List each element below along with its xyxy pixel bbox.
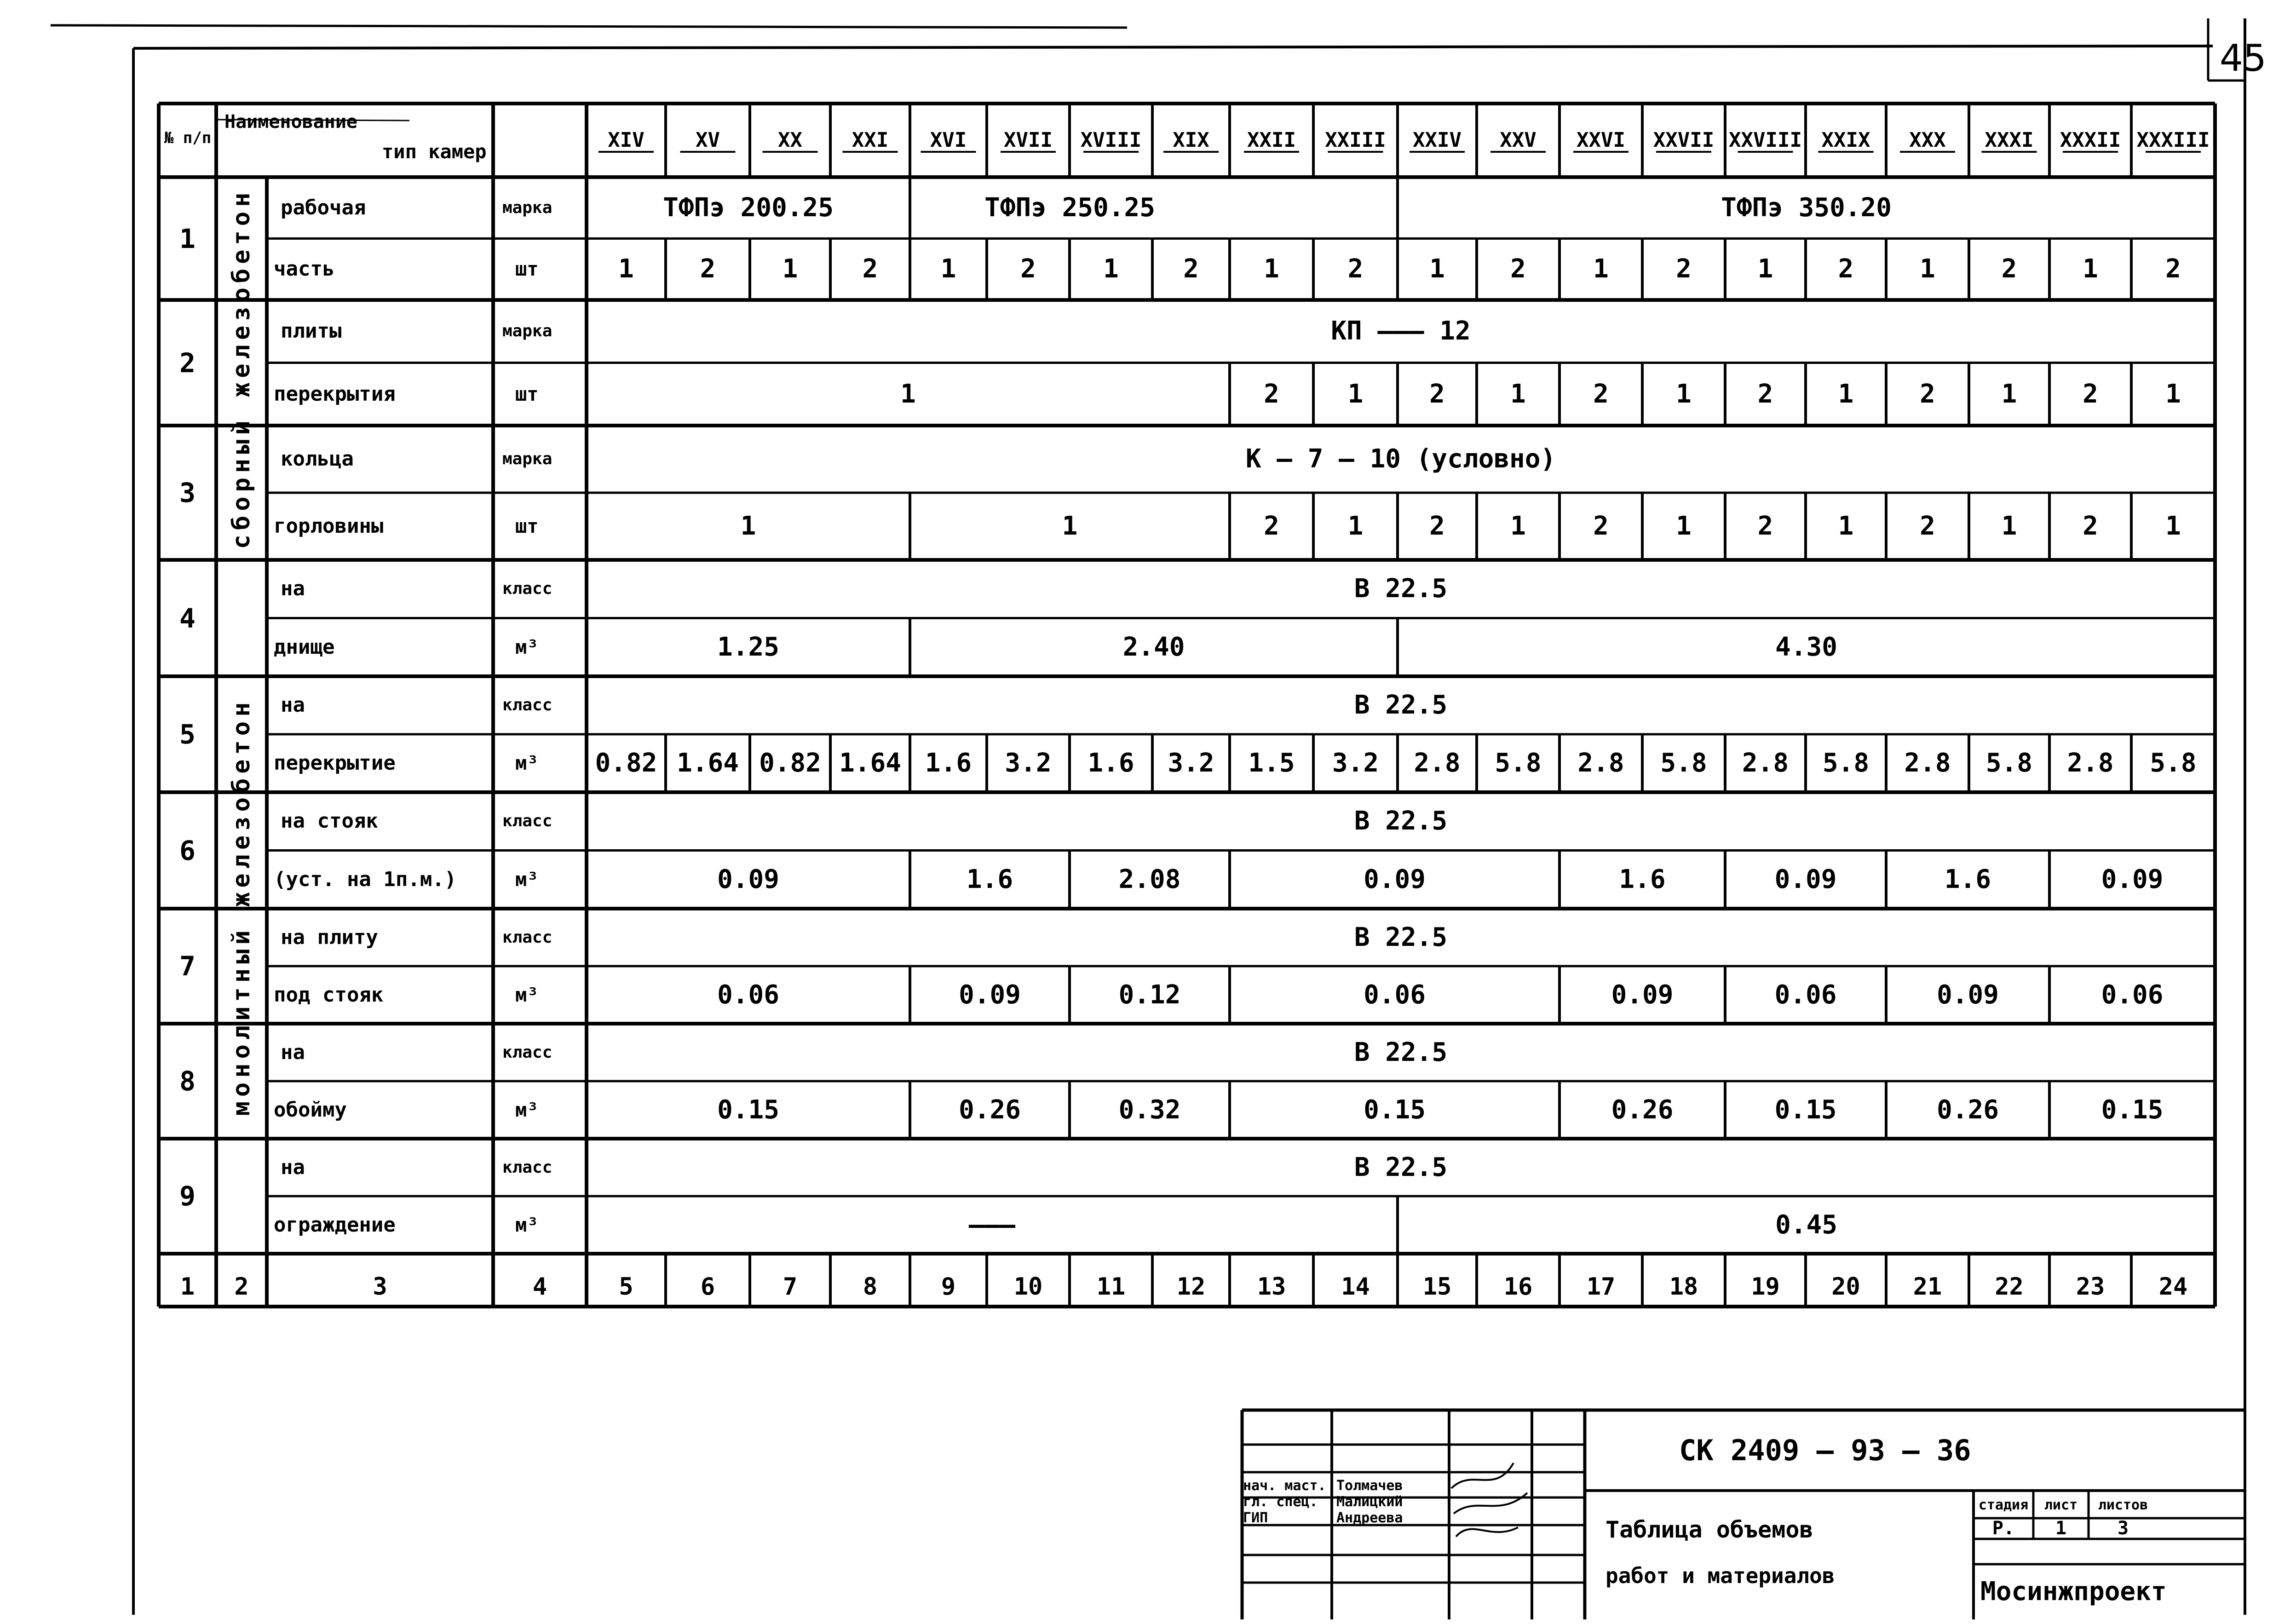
quantity-value: 1.25 [717, 632, 779, 662]
column-number: 15 [1422, 1273, 1452, 1301]
mark-value: ТФПэ 200.25 [663, 192, 834, 223]
quantity-value: 2 [1838, 254, 1854, 284]
quantity-value: 1 [1593, 254, 1609, 284]
row-number: 4 [179, 602, 196, 634]
quantity-value: 2 [1676, 254, 1692, 284]
row-unit: шт [515, 515, 539, 537]
name-header: Наименование [224, 111, 357, 132]
stamp-title-1: Таблица объемов [1605, 1516, 1813, 1543]
mark-value: В 22.5 [1354, 690, 1448, 720]
document-code: СК 2409 – 93 – 36 [1679, 1434, 1971, 1467]
quantity-value: 2 [1183, 254, 1199, 284]
row-name: плиты [281, 319, 342, 343]
row-unit: класс [502, 579, 552, 599]
quantity-value: 2 [2001, 254, 2017, 284]
quantity-value: 0.09 [1937, 979, 1999, 1010]
quantity-value: 1 [1757, 254, 1773, 284]
sheets-value: 3 [2117, 1518, 2129, 1539]
cam-type-label: XXI [852, 128, 889, 152]
quantity-value: 3.2 [1168, 748, 1214, 778]
quantity-value: ——— [968, 1209, 1016, 1240]
quantity-value: 2 [2083, 379, 2098, 409]
column-number: 21 [1913, 1273, 1942, 1301]
column-number: 5 [619, 1273, 633, 1301]
quantity-value: 1.6 [966, 864, 1013, 894]
row-name: обойму [274, 1098, 347, 1122]
quantity-value: 2 [700, 254, 716, 284]
quantity-value: 1 [1510, 379, 1526, 409]
column-number: 7 [783, 1273, 798, 1301]
stage-value: Р. [1992, 1518, 2015, 1539]
row-unit: м³ [515, 1098, 539, 1121]
row-name: днище [274, 635, 335, 659]
cam-type-label: XXXII [2060, 128, 2121, 152]
quantity-value: 0.06 [717, 979, 779, 1010]
cam-type-label: XIV [608, 128, 644, 152]
sheet-value: 1 [2055, 1518, 2067, 1539]
person-name: Толмачев [1336, 1478, 1403, 1494]
stage-label: стадия [1978, 1497, 2029, 1513]
row-number: 2 [179, 347, 196, 379]
cam-type-label: XXVII [1653, 128, 1715, 152]
quantity-value: 2.8 [1577, 748, 1624, 778]
sheets-label: листов [2098, 1497, 2148, 1513]
row-unit: марка [502, 322, 552, 341]
row-name: перекрытия [274, 382, 396, 406]
row-name: горловины [274, 514, 384, 538]
column-number: 12 [1176, 1273, 1206, 1301]
quantity-value: 1 [2001, 511, 2017, 541]
row-name: ограждение [274, 1213, 396, 1237]
column-number: 16 [1503, 1273, 1533, 1301]
cam-type-label: XIX [1173, 128, 1209, 152]
quantity-value: 0.15 [1774, 1094, 1837, 1125]
row-unit: шт [515, 258, 539, 281]
quantity-value: 5.8 [1985, 748, 2033, 778]
mark-value: ТФПэ 350.20 [1721, 192, 1892, 223]
grid-line [133, 46, 2213, 48]
page-number: 45 [2220, 37, 2267, 80]
column-number: 18 [1669, 1273, 1698, 1301]
row-number: 1 [179, 223, 196, 254]
column-number: 3 [373, 1273, 387, 1301]
mark-value: В 22.5 [1354, 806, 1448, 836]
column-number: 22 [1995, 1273, 2024, 1301]
quantity-value: 1 [1429, 254, 1445, 284]
quantity-value: 1 [900, 379, 916, 409]
quantity-value: 2.08 [1118, 864, 1181, 894]
row-unit: м³ [515, 635, 539, 658]
quantity-value: 2 [1429, 379, 1445, 409]
quantity-value: 2 [1920, 511, 1935, 541]
row-name: кольца [281, 447, 354, 471]
row-unit: марка [502, 449, 552, 468]
quantity-value: 2 [1429, 511, 1445, 541]
cam-type-label: XXIII [1325, 128, 1386, 152]
quantity-value: 1 [1838, 379, 1854, 409]
quantity-value: 2 [1264, 511, 1279, 541]
quantity-value: 5.8 [1495, 748, 1542, 778]
quantity-value: 0.06 [1774, 979, 1837, 1010]
column-number: 8 [863, 1273, 878, 1301]
quantity-value: 2.8 [1904, 748, 1951, 778]
column-number: 11 [1096, 1273, 1126, 1301]
mark-value: КП ——— 12 [1331, 316, 1471, 346]
quantity-value: 0.06 [1364, 979, 1426, 1010]
mark-value: В 22.5 [1354, 574, 1448, 604]
quantity-value: 1 [1920, 254, 1935, 284]
mark-value: ТФПэ 250.25 [984, 192, 1155, 223]
row-unit: шт [515, 382, 539, 405]
quantity-value: 0.09 [1611, 979, 1674, 1010]
quantity-value: 5.8 [1822, 748, 1870, 778]
sheet-label: лист [2044, 1497, 2078, 1513]
quantity-value: 0.06 [2101, 979, 2164, 1010]
quantity-value: 1.6 [925, 748, 972, 778]
quantity-value: 0.26 [1611, 1094, 1674, 1125]
quantity-value: 3.2 [1005, 748, 1052, 778]
quantity-value: 1.6 [1619, 864, 1666, 894]
row-unit: марка [502, 198, 552, 217]
quantity-value: 0.09 [1774, 864, 1837, 894]
quantity-value: 2.8 [1742, 748, 1789, 778]
row-unit: м³ [515, 752, 539, 774]
row-unit: класс [502, 1042, 552, 1062]
quantity-value: 1.64 [839, 748, 901, 778]
column-number: 13 [1257, 1273, 1286, 1301]
quantity-value: 0.09 [959, 979, 1021, 1010]
column-number: 20 [1831, 1273, 1860, 1301]
group-monolithic: монолитный железобетон [228, 697, 255, 1116]
quantity-value: 0.45 [1775, 1209, 1837, 1240]
quantity-value: 1 [782, 254, 798, 284]
quantity-value: 0.09 [1364, 864, 1426, 894]
row-name: перекрытие [274, 751, 396, 775]
quantity-value: 1 [1347, 511, 1364, 541]
quantity-value: 2 [1510, 254, 1526, 284]
cam-type-label: XXX [1909, 128, 1946, 152]
row-name: рабочая [281, 196, 366, 219]
grid-line [51, 25, 1127, 28]
mark-value: В 22.5 [1354, 1037, 1448, 1067]
quantity-value: 1.5 [1248, 748, 1295, 778]
quantity-value: 1 [1510, 511, 1526, 541]
quantity-value: 1 [2165, 379, 2181, 409]
row-name: на [281, 693, 305, 717]
quantity-value: 0.15 [2101, 1094, 2164, 1125]
row-unit: м³ [515, 868, 539, 891]
quantity-value: 0.12 [1118, 979, 1181, 1010]
quantity-value: 1 [1062, 511, 1078, 541]
quantity-value: 1 [2165, 511, 2181, 541]
quantity-value: 0.15 [717, 1094, 779, 1125]
quantity-value: 1 [1347, 379, 1364, 409]
row-number: 8 [179, 1065, 196, 1097]
stamp-title-2: работ и материалов [1605, 1563, 1835, 1588]
num-header: № п/п [164, 129, 212, 147]
quantity-value: 4.30 [1775, 632, 1837, 662]
quantity-value: 1 [2083, 254, 2098, 284]
column-number: 4 [532, 1273, 547, 1301]
quantity-value: 0.26 [1937, 1094, 1999, 1125]
cam-type-label: XXVIII [1729, 128, 1802, 152]
row-number: 7 [179, 950, 196, 982]
quantity-value: 1 [740, 511, 756, 541]
quantity-value: 2 [1264, 379, 1279, 409]
quantity-value: 0.09 [717, 864, 779, 894]
person-name: Малицкий [1336, 1494, 1403, 1510]
column-number: 2 [234, 1273, 249, 1301]
quantity-value: 1.6 [1944, 864, 1991, 894]
column-number: 1 [180, 1273, 195, 1301]
quantity-value: 2.8 [2067, 748, 2114, 778]
quantity-value: 1 [1676, 379, 1692, 409]
cam-type-label: XXV [1500, 128, 1536, 152]
organization: Мосинжпроект [1980, 1577, 2167, 1607]
person-name: Андреева [1336, 1510, 1403, 1526]
row-unit: класс [502, 1158, 552, 1177]
row-unit: класс [502, 927, 552, 947]
cam-type-label: XXVI [1577, 128, 1625, 152]
quantity-value: 1 [1676, 511, 1692, 541]
quantity-value: 2 [2165, 254, 2181, 284]
cam-type-label: XXIX [1821, 128, 1870, 152]
column-number: 24 [2158, 1273, 2188, 1301]
cam-type-label: XXIV [1413, 128, 1462, 152]
quantity-value: 0.82 [595, 748, 657, 778]
quantity-value: 1 [618, 254, 634, 284]
type-header: тип камер [382, 140, 487, 163]
quantity-value: 5.8 [2150, 748, 2197, 778]
column-number: 23 [2076, 1273, 2105, 1301]
cam-type-label: XV [696, 128, 720, 152]
person-role: нач. маст. [1243, 1478, 1326, 1494]
quantity-value: 2 [1920, 379, 1935, 409]
column-number: 17 [1586, 1273, 1616, 1301]
quantity-value: 2 [1020, 254, 1036, 284]
quantity-value: 0.32 [1118, 1094, 1181, 1125]
mark-value: К — 7 — 10 (условно) [1245, 444, 1556, 474]
row-name: (уст. на 1п.м.) [274, 867, 457, 891]
row-name: на [281, 1040, 305, 1064]
row-name: на стояк [281, 809, 378, 833]
quantity-value: 1 [1838, 511, 1854, 541]
row-unit: м³ [515, 983, 539, 1006]
row-name: часть [274, 257, 335, 281]
row-name: на [281, 577, 305, 601]
column-number: 9 [941, 1273, 956, 1301]
quantity-value: 1.64 [677, 748, 739, 778]
column-number: 10 [1013, 1273, 1043, 1301]
row-unit: класс [502, 812, 552, 831]
quantity-value: 2 [1757, 379, 1773, 409]
cam-type-label: XVI [930, 128, 967, 152]
quantity-value: 0.26 [959, 1094, 1021, 1125]
quantity-value: 0.82 [759, 748, 821, 778]
quantity-value: 0.15 [1364, 1094, 1426, 1125]
quantity-value: 1 [1103, 254, 1119, 284]
row-name: под стояк [274, 983, 384, 1007]
column-number: 19 [1751, 1273, 1780, 1301]
row-number: 5 [179, 719, 196, 750]
mark-value: В 22.5 [1354, 1152, 1448, 1182]
row-number: 9 [179, 1181, 196, 1212]
person-role: ГИП [1243, 1510, 1268, 1526]
quantity-value: 1 [940, 254, 956, 284]
row-unit: м³ [515, 1213, 539, 1236]
row-number: 3 [179, 477, 196, 508]
mark-value: В 22.5 [1354, 922, 1448, 952]
quantity-value: 5.8 [1660, 748, 1707, 778]
quantity-value: 2 [862, 254, 878, 284]
group-precast: сборный железобетон [228, 188, 255, 549]
quantity-value: 1 [1264, 254, 1279, 284]
row-unit: класс [502, 696, 552, 714]
row-name: на плиту [281, 925, 378, 949]
quantity-value: 2 [1593, 511, 1609, 541]
quantity-value: 2.40 [1122, 632, 1185, 662]
quantity-value: 2.8 [1414, 748, 1461, 778]
cam-type-label: XVII [1004, 128, 1053, 152]
quantity-value: 0.09 [2101, 864, 2164, 894]
quantity-value: 1 [2001, 379, 2017, 409]
cam-type-label: XX [778, 128, 802, 152]
quantity-value: 2 [1593, 379, 1609, 409]
column-number: 14 [1341, 1273, 1370, 1301]
quantity-value: 2 [2083, 511, 2098, 541]
row-name: на [281, 1155, 305, 1179]
cam-type-label: XXXI [1985, 128, 2034, 152]
cam-type-label: XVIII [1080, 128, 1142, 152]
quantity-value: 3.2 [1332, 748, 1379, 778]
row-number: 6 [179, 835, 196, 866]
person-role: гл. спец. [1243, 1494, 1318, 1510]
quantity-value: 2 [1347, 254, 1364, 284]
column-number: 6 [700, 1273, 715, 1301]
quantity-value: 2 [1757, 511, 1773, 541]
quantity-value: 1.6 [1088, 748, 1134, 778]
cam-type-label: XXXIII [2136, 128, 2210, 152]
cam-type-label: XXII [1247, 128, 1296, 152]
